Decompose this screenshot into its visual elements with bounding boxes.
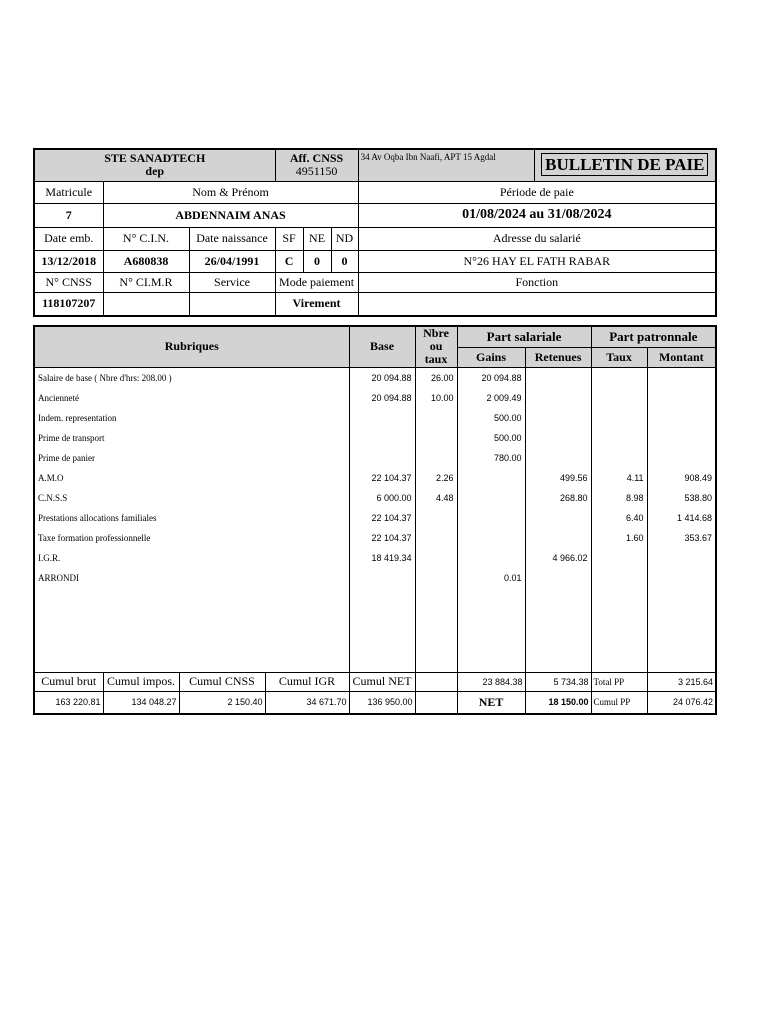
row-10-montant — [648, 568, 716, 588]
base-header: Base — [349, 326, 415, 367]
nbre-header-line2: ou — [429, 339, 443, 354]
bulletin-title: BULLETIN DE PAIE — [541, 153, 708, 176]
row-9-taux — [592, 548, 647, 568]
cimr-label: N° CI.M.R — [103, 272, 189, 292]
row-4-montant — [648, 448, 716, 468]
aff-cnss-label: Aff. CNSS — [289, 151, 344, 166]
row-4-base — [350, 448, 415, 468]
row-2-label: Indem. representation — [38, 412, 117, 423]
col-retenues — [525, 367, 591, 672]
row-10-taux — [592, 568, 647, 588]
row-3-montant — [648, 428, 716, 448]
row-7-nbre — [416, 508, 457, 528]
nom-value: ABDENNAIM ANAS — [103, 203, 358, 227]
row-8-taux: 1.60 — [626, 532, 644, 543]
employee-info-table — [33, 148, 717, 317]
row-0-nbre: 26.00 — [431, 372, 454, 383]
date-emb-label: Date emb. — [34, 227, 103, 250]
row-3-base — [350, 428, 415, 448]
row-8-montant: 353.67 — [684, 532, 713, 543]
row-9-label: I.G.R. — [38, 552, 61, 563]
col-labels — [34, 367, 349, 672]
row-1-nbre: 10.00 — [431, 392, 454, 403]
row-8-retenues — [526, 528, 591, 548]
row-6-nbre: 4.48 — [436, 492, 454, 503]
row-9-nbre — [416, 548, 457, 568]
row-3-gains: 500.00 — [494, 432, 522, 443]
nbre-header-line3: taux — [424, 352, 448, 367]
row-8-nbre — [416, 528, 457, 548]
row-7-base: 22 104.37 — [371, 512, 412, 523]
total-pp-label: Total PP — [591, 672, 647, 691]
net-label: NET — [457, 691, 525, 714]
service-label: Service — [189, 272, 275, 292]
row-2-montant — [648, 408, 716, 428]
row-10-retenues — [526, 568, 591, 588]
row-6-label: C.N.S.S — [38, 492, 68, 503]
cumul-pp-label: Cumul PP — [591, 691, 647, 714]
row-5-base: 22 104.37 — [371, 472, 412, 483]
row-9-base: 18 419.34 — [371, 552, 412, 563]
rubriques-body — [34, 367, 716, 672]
col-nbre — [415, 367, 457, 672]
company-dept: dep — [145, 164, 165, 179]
row-0-retenues — [526, 368, 591, 388]
cin-label: N° C.I.N. — [103, 227, 189, 250]
cumul-cnss-label: Cumul CNSS — [179, 672, 265, 691]
row-10-label: ARRONDI — [38, 572, 80, 583]
nom-label: Nom & Prénom — [103, 181, 358, 203]
cumul-empty — [415, 672, 457, 691]
rubriques-header: Rubriques — [34, 326, 349, 367]
adresse-value: N°26 HAY EL FATH RABAR — [358, 250, 716, 272]
row-0-gains: 20 094.88 — [481, 372, 522, 383]
aff-cnss-value: 4951150 — [295, 164, 338, 179]
part-patronnale-header: Part patronnale — [591, 326, 716, 347]
naissance-value: 26/04/1991 — [189, 250, 275, 272]
row-5-label: A.M.O — [38, 472, 64, 483]
naissance-label: Date naissance — [189, 227, 275, 250]
row-1-retenues — [526, 388, 591, 408]
taux-header: Taux — [591, 347, 647, 367]
row-7-retenues — [526, 508, 591, 528]
cumul-impos-label: Cumul impos. — [103, 672, 179, 691]
nbre-header-line1: Nbre — [423, 326, 449, 341]
cumul-igr-label: Cumul IGR — [265, 672, 349, 691]
row-3-label: Prime de transport — [38, 432, 105, 443]
mode-value: Virement — [275, 292, 358, 316]
row-5-retenues: 499.56 — [560, 472, 588, 483]
total-gains: 23 884.38 — [457, 672, 525, 691]
row-8-base: 22 104.37 — [371, 532, 412, 543]
row-8-gains — [458, 528, 525, 548]
col-taux — [591, 367, 647, 672]
fonction-value — [358, 292, 716, 316]
cumul-igr-value: 34 671.70 — [265, 691, 349, 714]
periode-value: 01/08/2024 au 31/08/2024 — [358, 203, 716, 227]
row-6-taux: 8.98 — [626, 492, 644, 503]
cumul-brut-label: Cumul brut — [34, 672, 103, 691]
row-10-gains: 0.01 — [504, 572, 522, 583]
row-6-gains — [458, 488, 525, 508]
periode-label: Période de paie — [358, 181, 716, 203]
part-salariale-header: Part salariale — [457, 326, 591, 347]
col-base — [349, 367, 415, 672]
net-value: 18 150.00 — [525, 691, 591, 714]
row-2-gains: 500.00 — [494, 412, 522, 423]
cumul-impos-value: 134 048.27 — [103, 691, 179, 714]
fonction-label: Fonction — [358, 272, 716, 292]
row-7-montant: 1 414.68 — [677, 512, 713, 523]
row-4-nbre — [416, 448, 457, 468]
row-1-montant — [648, 388, 716, 408]
row-5-montant: 908.49 — [684, 472, 713, 483]
row-0-label: Salaire de base ( Nbre d'hrs: 208.00 ) — [38, 372, 172, 383]
cimr-value — [103, 292, 189, 316]
payroll-table — [33, 325, 717, 715]
row-9-retenues: 4 966.02 — [552, 552, 588, 563]
company-name: STE SANADTECH — [104, 151, 206, 166]
cin-value: A680838 — [103, 250, 189, 272]
row-4-retenues — [526, 448, 591, 468]
row-9-gains — [458, 548, 525, 568]
cnss-label: N° CNSS — [34, 272, 103, 292]
mode-label: Mode paiement — [275, 272, 358, 292]
row-4-gains: 780.00 — [494, 452, 522, 463]
nbre-header — [415, 326, 457, 367]
ne-label: NE — [303, 227, 331, 250]
row-0-taux — [592, 368, 647, 388]
row-1-taux — [592, 388, 647, 408]
row-8-label: Taxe formation professionnelle — [38, 532, 151, 543]
row-0-montant — [648, 368, 716, 388]
ne-value: 0 — [303, 250, 331, 272]
row-0-base: 20 094.88 — [371, 372, 412, 383]
sf-value: C — [275, 250, 303, 272]
row-5-gains — [458, 468, 525, 488]
row-2-taux — [592, 408, 647, 428]
row-2-retenues — [526, 408, 591, 428]
cnss-value: 118107207 — [34, 292, 103, 316]
col-montant — [647, 367, 716, 672]
nd-label: ND — [331, 227, 358, 250]
company-address: 34 Av Oqba Ibn Naafi, APT 15 Agdal — [358, 149, 534, 181]
row-1-gains: 2 009.49 — [486, 392, 522, 403]
row-4-taux — [592, 448, 647, 468]
matricule-value: 7 — [34, 203, 103, 227]
row-3-taux — [592, 428, 647, 448]
cumul-cnss-value: 2 150.40 — [179, 691, 265, 714]
row-3-retenues — [526, 428, 591, 448]
aff-cnss-cell — [275, 149, 358, 181]
company-cell — [34, 149, 275, 181]
retenues-header: Retenues — [525, 347, 591, 367]
row-4-label: Prime de panier — [38, 452, 95, 463]
sf-label: SF — [275, 227, 303, 250]
row-7-gains — [458, 508, 525, 528]
total-retenues: 5 734.38 — [525, 672, 591, 691]
adresse-label: Adresse du salarié — [358, 227, 716, 250]
gains-header: Gains — [457, 347, 525, 367]
total-pp-value: 3 215.64 — [647, 672, 716, 691]
row-6-base: 6 000.00 — [376, 492, 412, 503]
row-1-label: Ancienneté — [38, 392, 79, 403]
service-value — [189, 292, 275, 316]
row-2-nbre — [416, 408, 457, 428]
row-10-nbre — [416, 568, 457, 588]
row-2-base — [350, 408, 415, 428]
row-5-taux: 4.11 — [626, 472, 644, 483]
cumul-net-value: 136 950.00 — [349, 691, 415, 714]
date-emb-value: 13/12/2018 — [34, 250, 103, 272]
bulletin-title-cell — [534, 149, 716, 181]
row-9-montant — [648, 548, 716, 568]
cumul-brut-value: 163 220.81 — [34, 691, 103, 714]
row-7-taux: 6.40 — [626, 512, 644, 523]
row-7-label: Prestations allocations familiales — [38, 512, 157, 523]
col-gains — [457, 367, 525, 672]
net-empty — [415, 691, 457, 714]
row-5-nbre: 2.26 — [436, 472, 454, 483]
cumul-pp-value: 24 076.42 — [647, 691, 716, 714]
row-6-retenues: 268.80 — [560, 492, 588, 503]
matricule-label: Matricule — [34, 181, 103, 203]
nd-value: 0 — [331, 250, 358, 272]
row-10-base — [350, 568, 415, 588]
montant-header: Montant — [647, 347, 716, 367]
row-1-base: 20 094.88 — [371, 392, 412, 403]
cumul-net-label: Cumul NET — [349, 672, 415, 691]
row-6-montant: 538.80 — [684, 492, 713, 503]
row-3-nbre — [416, 428, 457, 448]
